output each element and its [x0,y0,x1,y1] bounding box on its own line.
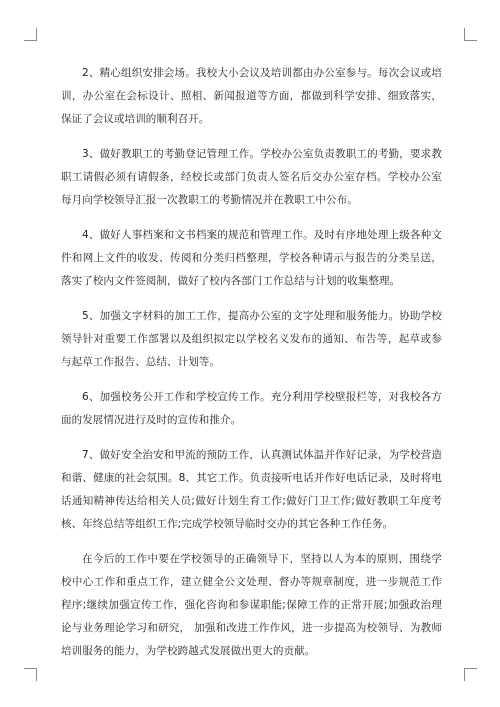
document-body [61,62,442,657]
crop-mark-top-left [24,28,37,41]
crop-mark-bottom-left [24,668,37,681]
paragraph-meeting-arrangement: 2、精心组织安排会场。我校大小会议及培训都由办公室参与。每次会议或培训，办公室在会标设计、照相、新闻报道等方面，都做到科学安排、细致落实，保证了会议或培训的顺利召开。 [61,67,442,125]
crop-mark-top-right [464,28,477,41]
paragraph-attendance-management: 3、做好教职工的考勤登记管理工作。学校办公室负责教职工的考勤，要求教职工请假必须有请假条，经校长或部门负责人签名后交办公室存档。学校办公室每月向学校领导汇报一次教职工的考勤情况并在教职工中公布。 [61,148,442,206]
paragraph-publicity-work: 6、加强校务公开工作和学校宣传工作。充分利用学校壁报栏等，对我校各方面的发展情况进行及时的宣传和推介。 [61,391,442,426]
paragraph-future-work: 在今后的工作中要在学校领导的正确领导下，坚持以人为本的原则，围绕学校中心工作和重点工作，建立健全公文处理、督办等规章制度，进一步规范工作程序;继续加强宣传工作，强化咨询和参谋职能;保障工作的正常开展;加强政治理论与业务理论学习和研究， 加强和改进工作作风，进一步提高为校领导、为教师培训服务的能力，为学校跨越式发展做出更大的贡献。 [61,553,442,657]
paragraph-document-processing: 5、加强文字材料的加工工作，提高办公室的文字处理和服务能力。协助学校领导针对重要工作部署以及组织拟定以学校名义发布的通知、布告等，起草或参与起草工作报告、总结、计划等。 [61,310,442,368]
crop-mark-bottom-right [464,668,477,681]
paragraph-archive-management: 4、做好人事档案和文书档案的规范和管理工作。及时有序地处理上级各种文件和网上文件的收发、传阅和分类归档整理，学校各种请示与报告的分类呈送，落实了校内文件签阅制，做好了校内各部门工作总结与计划的收集整理。 [61,229,442,287]
paragraph-safety-and-other-work: 7、做好安全治安和甲流的预防工作，认真测试体温并作好记录，为学校营造和谐、健康的社会氛围。8、其它工作。负责接听电话并作好电话记录，及时将电话通知精神传达给相关人员;做好计划生育工作;做好门卫工作;做好教职工年度考核、年终总结等组织工作;完成学校领导临时交办的其它各种工作任务。 [61,449,442,530]
